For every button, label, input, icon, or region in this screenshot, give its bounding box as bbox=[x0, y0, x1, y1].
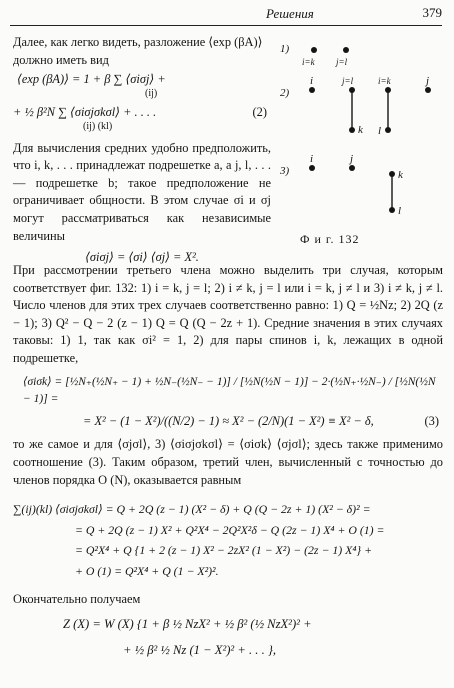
equation-third-term-line1: ∑(ij)(kl) ⟨σiσjσkσl⟩ = Q + 2Q (z − 1) (X² − δ) + Q (Q − 2z + 1) (X² − δ)² = bbox=[13, 502, 371, 517]
header-rule bbox=[10, 25, 442, 26]
node-label-k: k bbox=[398, 169, 403, 181]
equation-number-2: (2) bbox=[252, 105, 267, 120]
equation-expansion-line2: + ½ β²N ∑ ⟨σiσjσkσl⟩ + . . . . (2) (ij) (kl) bbox=[13, 104, 271, 135]
equation-independent-average: ⟨σiσj⟩ = ⟨σi⟩ ⟨σj⟩ = X². bbox=[85, 250, 199, 265]
node-label-j-eq-l: j=l bbox=[336, 57, 348, 67]
node-label-l: l bbox=[398, 205, 402, 217]
paragraph-final: Окончательно получаем bbox=[13, 591, 141, 606]
equation-third-term-line3: = Q²X⁴ + Q {1 + 2 (z − 1) X² − 2zX² (1 − X²) − (2z − 1) X⁴} + bbox=[75, 543, 373, 558]
equation-expansion-line1: ⟨exp (βA)⟩ = 1 + β ∑ ⟨σiσj⟩ + (ij) bbox=[13, 71, 271, 102]
diagram-node bbox=[343, 47, 349, 53]
equation-third-term-line4: + O (1) = Q²X⁴ + Q (1 − X²)². bbox=[75, 563, 219, 578]
node-label-i: i bbox=[310, 75, 314, 87]
left-column bbox=[13, 34, 271, 269]
equation-third-term-line2: = Q + 2Q (z − 1) X² + Q²X⁴ − 2Q²X²δ − Q (2z − 1) X⁴ + O (1) = bbox=[75, 522, 385, 537]
paragraph-three-cases: При рассмотрении третьего члена можно выделить три случая, которым соответствует фиг. 132: 1) i = k, j = l; 2) i ≠ k, j = l или i = k, j ≠ l и 3) i ≠ k, j ≠ l. Число членов для этих трех случаев соответственно равно: 1) Q = ½Nz; 2) 2Q (z − 1); 3) Q² − Q − 2 (z − 1) Q = Q (Q − 2z + 1). Средние значения в этих случаях таковы: 1) 1, так как σi² = 1, 2) для пары спинов i, k, лежащих в одной подрешетке, bbox=[13, 263, 443, 365]
paragraph-sublattice: Для вычисления средних удобно предположить, что i, k, . . . принадлежат подрешетке a, a j, l, . . . — подрешетке b; такое предположение не ограничивает общности. В этом случае σi и σj могут рассматриваться как независимые величины bbox=[13, 140, 271, 243]
node-label-i-eq-k: i=k bbox=[378, 76, 391, 86]
paragraph-third-term: то же самое и для ⟨σjσl⟩, 3) ⟨σiσjσkσl⟩ = ⟨σiσk⟩ ⟨σjσl⟩; здесь также применимо соотношение (3). Таким образом, третий член, вычисленный с точностью до членов порядка O (N), оказывается равным bbox=[13, 437, 443, 487]
equation-number-3: (3) bbox=[424, 413, 439, 428]
figure-132 bbox=[276, 34, 446, 254]
figure-caption: Ф и г. 132 bbox=[300, 232, 360, 246]
equation-pair-average-line2: = X² − (1 − X²)/((N/2) − 1) ≈ X² − (2/N)(1 − X²) ≡ X² − δ, (3) bbox=[13, 413, 443, 431]
page-number: 379 bbox=[422, 5, 442, 20]
node-label-i: i bbox=[310, 153, 314, 165]
node-label-k: k bbox=[358, 124, 363, 136]
figure-132-diagram bbox=[276, 34, 446, 234]
node-label-i-eq-k: i=k bbox=[302, 57, 315, 67]
diagram-node bbox=[309, 87, 315, 93]
diagram-node bbox=[311, 47, 317, 53]
sum-subscript-ij: (ij) bbox=[145, 87, 158, 99]
paragraph-expansion-intro: Далее, как легко видеть, разложение ⟨exp (βA)⟩ должно иметь вид bbox=[13, 35, 263, 67]
node-label-l: l bbox=[378, 125, 382, 137]
body-text bbox=[13, 262, 443, 659]
sum-subscript-ijkl: (ij) (kl) bbox=[83, 120, 113, 132]
diagram-node bbox=[309, 165, 315, 171]
running-title: Решения bbox=[266, 6, 314, 21]
node-label-j: j bbox=[426, 75, 430, 87]
diagram-node bbox=[349, 165, 355, 171]
row-label-2: 2) bbox=[280, 87, 290, 99]
page-header bbox=[10, 4, 442, 24]
node-label-j-eq-l: j=l bbox=[342, 76, 354, 86]
equation-partition-line1: Z (X) = W (X) {1 + β ½ NzX² + ½ β² (½ NzX²)² + bbox=[63, 617, 312, 632]
row-label-1: 1) bbox=[280, 43, 290, 55]
equation-partition-line2: + ½ β² ½ Nz (1 − X²)² + . . . }, bbox=[123, 642, 277, 657]
row-label-3: 3) bbox=[280, 165, 290, 177]
node-label-j: j bbox=[350, 153, 354, 165]
equation-pair-average-line1: ⟨σiσk⟩ = [½N₊(½N₊ − 1) + ½N₋(½N₋ − 1)] / [½N(½N − 1)] − 2·(½N₊·½N₋) / [½N(½N − 1)] = bbox=[23, 375, 436, 406]
diagram-node bbox=[425, 87, 431, 93]
